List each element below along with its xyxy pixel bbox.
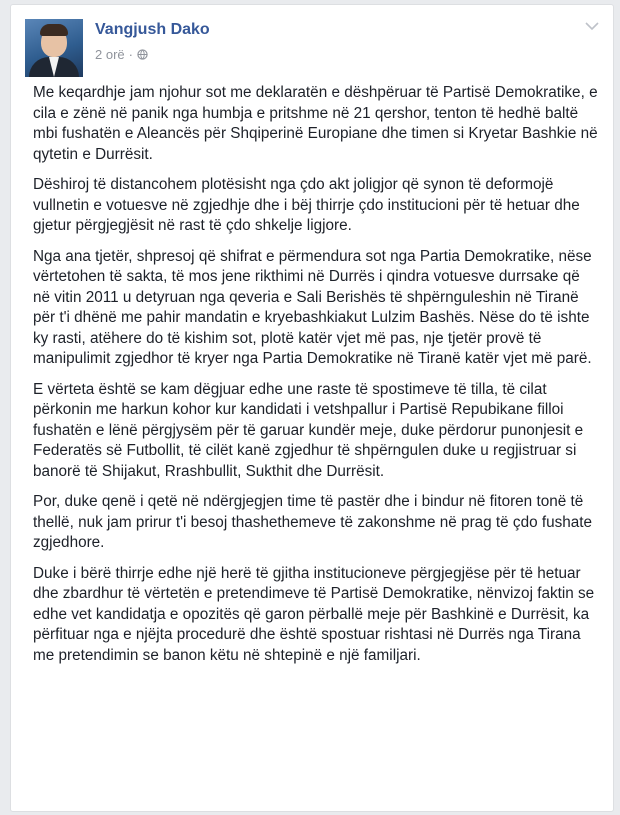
chevron-down-icon[interactable] [583, 19, 601, 33]
post-timestamp[interactable]: 2 orë [95, 47, 125, 62]
author-name[interactable]: Vangjush Dako [95, 21, 210, 38]
post-paragraph: E vërteta është se kam dëgjuar edhe une raste të spostimeve të tilla, të cilat përkonin me harkun kohor kur kandidati i vetshpallur i Partisë Repubikane filloi fushatën e lënë përgjysëm për të garuar kundër meje, duke përdorur punonjesit e Federatës së Futbollit, të cilët kanë zgjedhur të shpërngulen duke u regjistruar si banorë të Shijakut, Rrashbullit, Sukthit dhe Durrësit. [33, 380, 584, 480]
post-body [33, 83, 599, 676]
post-paragraph: Me keqardhje jam njohur sot me deklaratën e dëshpëruar të Partisë Demokratike, e cila e zënë në panik nga humbja e pritshme në 21 qershor, tenton të hedhë baltë mbi fushatën e Aleancës për Shqiperinë Europiane dhe timen si Kryetar Bashkie në qytetin e Durrësit. [33, 84, 598, 163]
post-paragraph: Duke i bërë thirrje edhe një herë të gjitha institucioneve përgjegjëse për të hetuar dhe zbardhur të vërtetën e pretendimeve të Partisë Demokratike, nënvizoj faktin se edhe vet kandidatja e opozitës që garon përballë meje për Bashkinë e Durrësit, ka përfituar nga e njëjta procedurë dhe është spostuar rishtasi në Durrës nga Tirana me pretendimin se banon këtu në shtepinë e një familjari. [33, 564, 595, 664]
post-meta [95, 47, 148, 62]
post-card [10, 4, 614, 812]
post-paragraph: Por, duke qenë i qetë në ndërgjegjen time të pastër dhe i bindur në fitoren tonë të thellë, nuk jam prirur t'i besoj thashethemeve të zakonshme në prag të çdo fushate zgjedhore. [33, 493, 593, 551]
post-paragraph: Dëshiroj të distancohem plotësisht nga çdo akt joligjor që synon të deformojë vullnetin e votuesve në zgjedhje dhe i bëj thirrje çdo institucioni për të hetuar dhe gjetur përgjegjësit në rast të çdo shkelje ligjore. [33, 176, 580, 234]
avatar[interactable] [25, 19, 83, 77]
meta-separator: · [128, 47, 133, 62]
globe-icon[interactable] [137, 49, 148, 60]
avatar-hair [40, 24, 68, 36]
post-paragraph: Nga ana tjetër, shpresoj që shifrat e përmendura sot nga Partia Demokratike, nëse vërtetohen të sakta, të mos jene rikthimi në Durrës i qindra votuesve durrsake që në vitin 2011 u detyruan nga qeveria e Sali Berishës të shpërnguleshin në Tiranë për t'i dhënë me pahir mandatin e kryebashkiakut Lulzim Bashës. Nëse do të ishte ky rasti, atëhere do të kishim sot, plotë katër vjet më pas, nje tjetër provë të manipulimit zgjedhor të kryer nga Partia Demokratike në Tiranë katër vjet më parë. [33, 247, 592, 367]
